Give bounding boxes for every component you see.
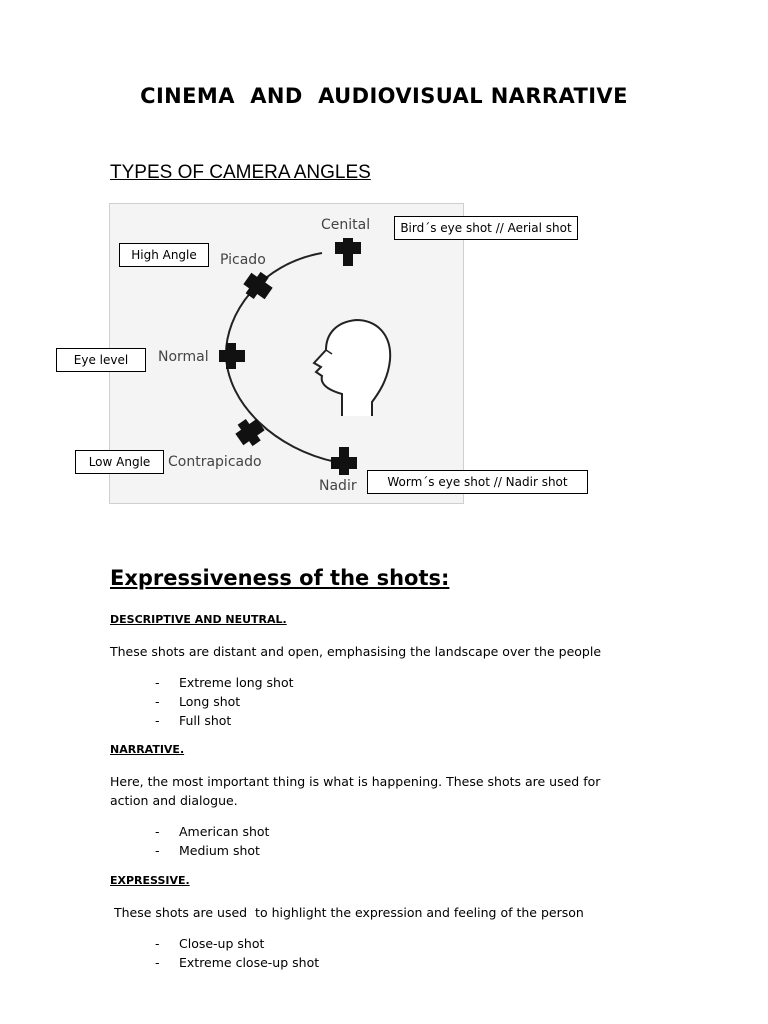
bullet-dash: - [155, 713, 160, 728]
shot-list [155, 822, 269, 860]
group-text: Here, the most important thing is what is happening. These shots are used for action and dialogue. [110, 774, 601, 808]
bullet-dash: - [155, 936, 160, 951]
list-item [155, 692, 294, 711]
list-item [155, 934, 319, 953]
document-title: CINEMA AND AUDIOVISUAL NARRATIVE [140, 84, 628, 108]
list-item [155, 953, 319, 972]
group-text: These shots are distant and open, emphasising the landscape over the people [110, 644, 602, 659]
list-item [155, 711, 294, 730]
group-subheading: DESCRIPTIVE AND NEUTRAL. [110, 613, 287, 626]
list-item [155, 673, 294, 692]
list-item [155, 822, 269, 841]
list-item [155, 841, 269, 860]
shot-list [155, 934, 319, 972]
list-item-label: Medium shot [179, 843, 260, 858]
list-item-label: Extreme close-up shot [179, 955, 320, 970]
bullet-dash: - [155, 694, 160, 709]
callout-high-angle: High Angle [119, 243, 209, 267]
camera-contrapicado-icon [232, 414, 268, 450]
label-cenital: Cenital [321, 217, 371, 233]
callout-worms-eye: Worm´s eye shot // Nadir shot [367, 470, 588, 494]
label-nadir: Nadir [319, 478, 357, 494]
label-picado: Picado [220, 252, 266, 268]
expressiveness-heading: Expressiveness of the shots: [110, 566, 450, 590]
bullet-dash: - [155, 824, 160, 839]
camera-nadir-icon [331, 447, 357, 475]
list-item-label: Close-up shot [179, 936, 265, 951]
bullet-dash: - [155, 955, 160, 970]
list-item-label: Long shot [179, 694, 241, 709]
group-text: These shots are used to highlight the expression and feeling of the person [110, 905, 584, 920]
callout-birds-eye: Bird´s eye shot // Aerial shot [394, 216, 578, 240]
label-contrapicado: Contrapicado [168, 454, 262, 470]
group-subheading: EXPRESSIVE. [110, 874, 190, 887]
bullet-dash: - [155, 843, 160, 858]
shot-list [155, 673, 294, 730]
list-item-label: Full shot [179, 713, 232, 728]
camera-cenital-icon [335, 238, 361, 266]
bullet-dash: - [155, 675, 160, 690]
group-subheading: NARRATIVE. [110, 743, 185, 756]
list-item-label: American shot [179, 824, 270, 839]
callout-low-angle: Low Angle [75, 450, 164, 474]
callout-eye-level: Eye level [56, 348, 146, 372]
label-normal: Normal [158, 349, 209, 365]
section-title: TYPES OF CAMERA ANGLES [110, 162, 371, 183]
list-item-label: Extreme long shot [179, 675, 294, 690]
head-icon [314, 320, 390, 416]
camera-normal-icon [219, 343, 245, 369]
